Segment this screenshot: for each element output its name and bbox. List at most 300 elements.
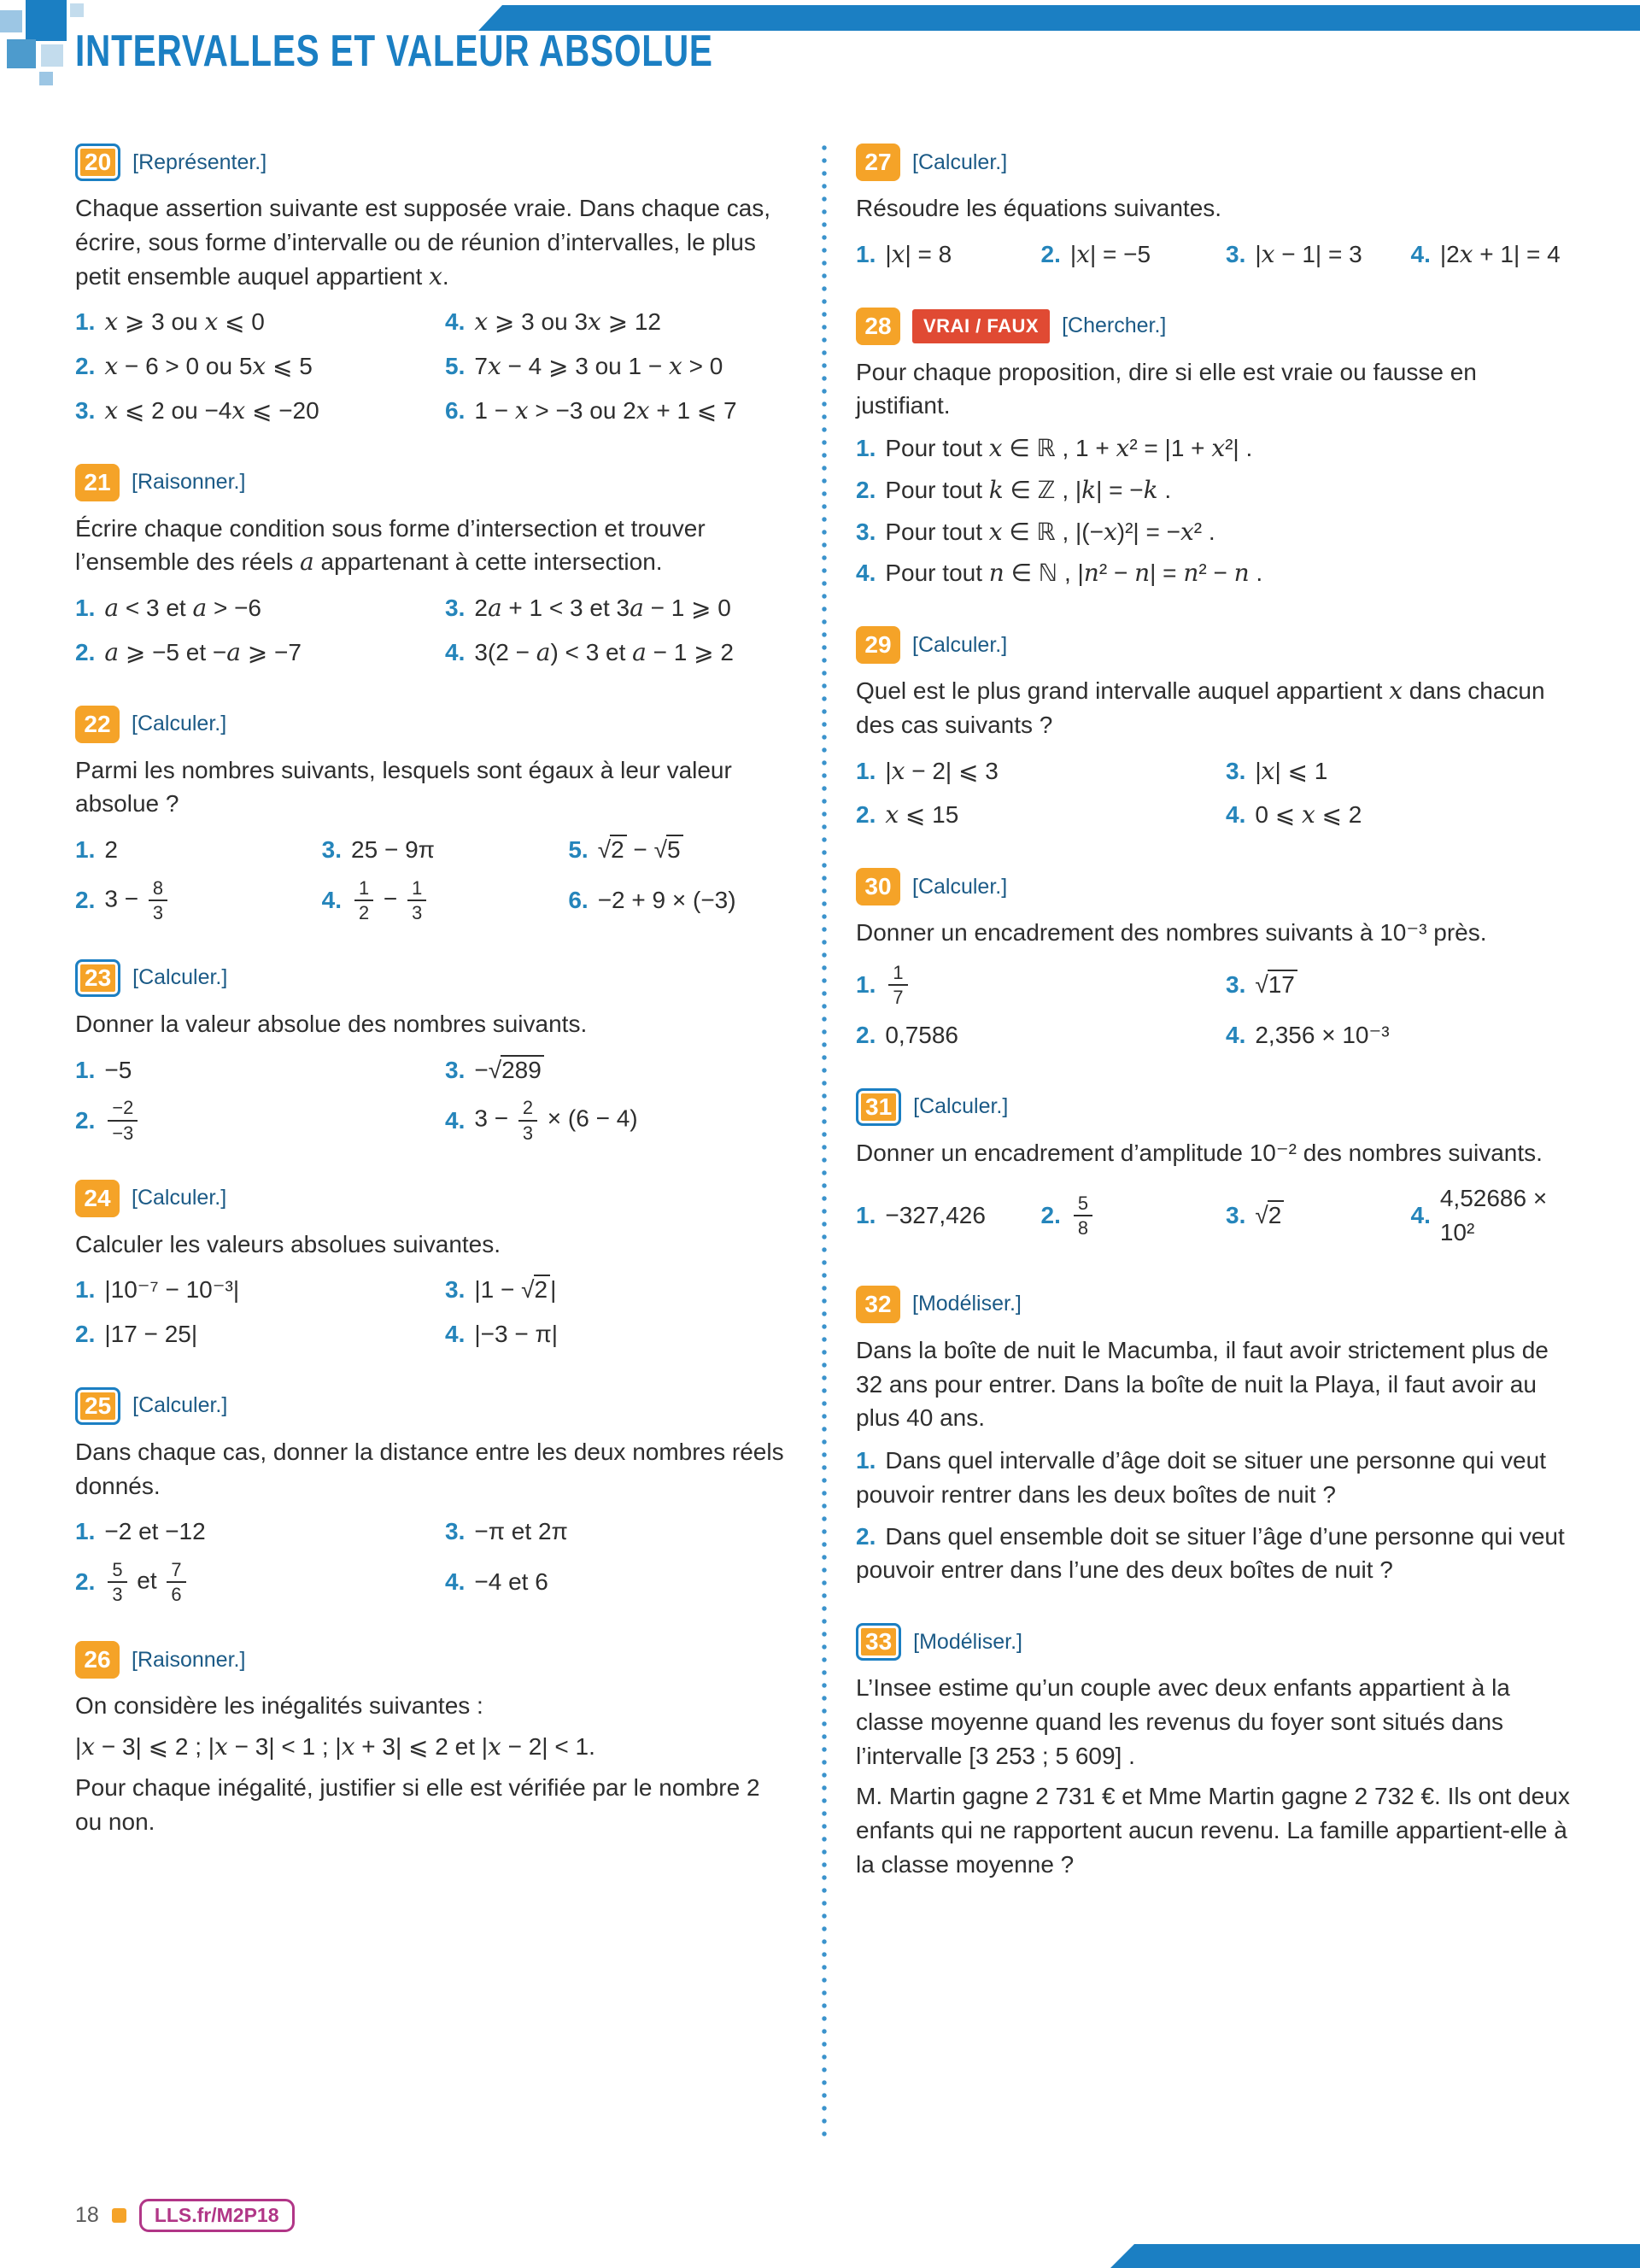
exercise-intro: Calculer les valeurs absolues suivantes. — [75, 1230, 501, 1257]
math-variable: x — [429, 261, 442, 290]
exercise-number-badge: 23 — [75, 959, 120, 997]
math-variable: x — [474, 308, 489, 337]
math-variable: x — [204, 308, 219, 337]
item-number: 5. — [568, 836, 589, 863]
exercise-item — [445, 349, 793, 384]
fraction: $\frac{8}{3}$ — [149, 877, 167, 923]
math-variable: x — [104, 308, 119, 337]
item-number: 6. — [568, 886, 589, 913]
exercise-item — [1411, 237, 1574, 272]
item-text: Pour tout n ∈ ℕ , |n² − n| = n² − n . — [885, 559, 1263, 588]
exercise-items — [75, 1515, 793, 1605]
math-variable: n — [1183, 559, 1199, 588]
math-variable: a — [630, 594, 644, 622]
exercise-item — [856, 431, 1573, 466]
exercise-intro: Dans la boîte de nuit le Macumba, il faut avoir strictement plus de 32 ans pour entrer. Dans la boîte de nuit la Playa, il faut avoir au plus 40 ans. — [856, 1336, 1549, 1432]
item-number: 1. — [75, 595, 96, 621]
math-variable: k — [988, 475, 1004, 504]
exercise-number-badge: 22 — [75, 706, 120, 743]
item-text: 2a + 1 < 3 et 3a − 1 ⩾ 0 — [474, 594, 731, 622]
item-number: 3. — [1226, 757, 1246, 784]
exercise-items — [856, 431, 1573, 590]
exercise-item — [1226, 1181, 1389, 1250]
sqrt: √2 — [1255, 1202, 1284, 1228]
item-text: |x − 1| = 3 — [1255, 239, 1362, 268]
item-number: 1. — [856, 757, 876, 784]
item-text: $\frac{1}{2}$ − $\frac{1}{3}$ — [351, 877, 430, 923]
exercise-items — [856, 1181, 1573, 1250]
exercise-paragraph: |x − 3| ⩽ 2 ; |x − 3| < 1 ; |x + 3| ⩽ 2 et |x − 2| < 1. — [75, 1732, 595, 1761]
exercise-item — [445, 1053, 793, 1087]
column-right — [856, 144, 1573, 1918]
exercise-item — [856, 1018, 1204, 1052]
vrai-faux-badge: VRAI / FAUX — [912, 309, 1050, 343]
item-number: 1. — [856, 970, 876, 998]
exercise-intro: Donner un encadrement des nombres suivants à 10⁻³ près. — [856, 919, 1487, 946]
exercise-26 — [75, 1641, 793, 1838]
exercise-header — [75, 464, 793, 501]
item-text: −327,426 — [885, 1202, 986, 1229]
exercise-item — [445, 305, 793, 339]
exercise-number-badge: 32 — [856, 1286, 900, 1323]
exercise-number-badge: 24 — [75, 1180, 120, 1217]
item-text: Dans quel intervalle d’âge doit se situer une personne qui veut pouvoir rentrer dans les deux boîtes de nuit ? — [856, 1447, 1546, 1508]
item-text: 3(2 − a) < 3 et a − 1 ⩾ 2 — [474, 637, 734, 666]
math-variable: a — [632, 637, 647, 666]
exercise-20 — [75, 144, 793, 428]
exercise-header — [856, 308, 1573, 345]
item-text — [1255, 1198, 1284, 1233]
footer-link[interactable]: LLS.fr/M2P18 — [139, 2199, 295, 2232]
item-text — [104, 1097, 141, 1143]
exercise-number-badge: 31 — [856, 1088, 901, 1126]
decoration-square — [70, 3, 84, 17]
math-variable: x — [1076, 239, 1090, 268]
math-variable: n — [1134, 559, 1151, 588]
item-text: √2 − √5 — [598, 833, 683, 867]
exercise-tag: [Calculer.] — [132, 1393, 228, 1418]
exercise-intro: Pour chaque proposition, dire si elle est vraie ou fausse en justifiant. — [856, 358, 1477, 419]
exercise-item — [75, 636, 423, 670]
item-number: 6. — [445, 396, 466, 424]
exercise-33 — [856, 1623, 1573, 1882]
item-number: 1. — [75, 1276, 96, 1304]
item-text: −5 — [104, 1056, 132, 1083]
item-number: 5. — [445, 353, 466, 379]
exercise-tag: [Calculer.] — [913, 1094, 1009, 1119]
item-text: Dans quel ensemble doit se situer l’âge d’une personne qui veut pouvoir entrer dans l’une des deux boîtes de nuit ? — [856, 1522, 1565, 1584]
exercise-24 — [75, 1180, 793, 1351]
exercise-tag: [Chercher.] — [1062, 314, 1167, 337]
item-text: 1 − x > −3 ou 2x + 1 ⩽ 7 — [474, 396, 737, 425]
item-number: 2. — [1040, 1202, 1061, 1229]
exercise-number-badge: 28 — [856, 308, 900, 345]
exercise-header — [856, 1088, 1573, 1126]
item-text: 2,356 × 10⁻³ — [1255, 1021, 1390, 1048]
item-text: |x − 2| ⩽ 3 — [885, 756, 999, 785]
item-number: 2. — [856, 1522, 876, 1550]
exercise-item — [1226, 754, 1573, 788]
item-text: −π et 2π — [474, 1518, 568, 1545]
sqrt: √17 — [1255, 971, 1297, 998]
math-variable: x — [891, 239, 905, 268]
item-number: 3. — [445, 1518, 466, 1545]
exercise-item — [445, 1515, 793, 1549]
exercise-header — [75, 1180, 793, 1217]
exercise-item — [75, 1053, 423, 1087]
exercise-intro: Parmi les nombres suivants, lesquels sont égaux à leur valeur absolue ? — [75, 756, 732, 818]
exercise-item — [856, 237, 1019, 272]
decoration-square — [39, 72, 53, 85]
exercise-25 — [75, 1387, 793, 1605]
exercise-item — [1041, 1181, 1204, 1250]
sqrt: √5 — [654, 836, 683, 863]
item-number: 3. — [321, 836, 343, 863]
item-text: 2 — [104, 836, 118, 863]
exercise-intro: Résoudre les équations suivantes. — [856, 195, 1222, 221]
fraction: $\frac{2}{3}$ — [518, 1097, 537, 1143]
exercise-item — [856, 798, 1204, 832]
item-number: 4. — [445, 1321, 466, 1348]
math-variable: x — [252, 352, 266, 380]
item-number: 2. — [75, 886, 96, 913]
exercise-item — [856, 962, 1204, 1008]
exercise-item — [445, 1273, 793, 1307]
math-variable: n — [988, 559, 1004, 588]
exercise-items — [75, 1053, 793, 1144]
math-variable: x — [214, 1732, 228, 1761]
item-number: 4. — [1410, 1202, 1431, 1229]
math-variable: x — [1389, 677, 1403, 705]
item-number: 3. — [445, 1056, 466, 1083]
item-number: 1. — [856, 1202, 876, 1229]
math-variable: n — [1233, 559, 1250, 588]
math-variable: x — [1459, 239, 1473, 268]
exercise-23 — [75, 959, 793, 1144]
math-variable: a — [226, 637, 241, 666]
exercise-21 — [75, 464, 793, 670]
fraction: $\frac{5}{3}$ — [108, 1559, 126, 1605]
exercise-tag: [Modéliser.] — [913, 1629, 1022, 1654]
exercise-32 — [856, 1286, 1573, 1587]
exercise-item — [75, 591, 423, 625]
exercise-tag: [Calculer.] — [912, 632, 1008, 657]
exercise-item — [75, 1097, 423, 1143]
exercise-intro: Donner la valeur absolue des nombres suivants. — [75, 1010, 588, 1037]
exercise-number-badge: 26 — [75, 1641, 120, 1679]
item-text: |17 − 25| — [104, 1321, 198, 1348]
exercise-number-badge: 25 — [75, 1387, 120, 1425]
exercise-item — [75, 305, 423, 339]
exercise-paragraph: M. Martin gagne 2 731 € et Mme Martin gagne 2 732 €. Ils ont deux enfants qui ne rapportent aucun revenu. La famille appartient-elle à la classe moyenne ? — [856, 1783, 1570, 1878]
math-variable: k — [1081, 475, 1097, 504]
exercise-item — [1226, 237, 1389, 272]
decoration-square — [7, 39, 36, 68]
math-variable: x — [341, 1732, 355, 1761]
exercise-item — [856, 754, 1204, 788]
math-variable: x — [488, 1732, 501, 1761]
item-number: 2. — [856, 1021, 876, 1048]
exercise-number-badge: 29 — [856, 626, 900, 664]
exercise-tag: [Modéliser.] — [912, 1292, 1022, 1316]
item-text: |1 − √2 | — [474, 1276, 557, 1304]
item-number: 3. — [1226, 1202, 1246, 1229]
column-left — [75, 144, 793, 1874]
exercise-item — [75, 394, 423, 428]
item-number: 1. — [856, 1447, 876, 1474]
item-text: 0,7586 — [885, 1021, 958, 1048]
exercise-item — [1411, 1181, 1574, 1250]
exercise-intro: Quel est le plus grand intervalle auquel appartient x dans chacun des cas suivants ? — [856, 677, 1545, 738]
math-variable: k — [1143, 475, 1158, 504]
math-variable: a — [487, 594, 502, 622]
item-text: $\frac{5}{3}$ et $\frac{7}{6}$ — [104, 1559, 189, 1605]
math-variable: x — [636, 396, 650, 425]
decoration-square — [26, 0, 67, 41]
decoration-square — [41, 44, 63, 67]
exercise-intro: On considère les inégalités suivantes : — [75, 1692, 483, 1720]
item-text: x ⩾ 3 ou 3x ⩾ 12 — [474, 308, 661, 337]
item-number: 4. — [1410, 240, 1431, 267]
item-text: |2x + 1| = 4 — [1439, 239, 1561, 268]
item-number: 4. — [445, 1106, 466, 1134]
exercise-item — [1226, 798, 1573, 832]
exercise-item — [856, 1181, 1019, 1250]
item-text: 3 − $\frac{2}{3}$ × (6 − 4) — [474, 1097, 638, 1144]
exercise-intro: Chaque assertion suivante est supposée vraie. Dans chaque cas, écrire, sous forme d’intervalle ou de réunion d’intervalles, le plus petit ensemble auquel appartient x. — [75, 195, 771, 290]
item-number: 3. — [445, 595, 466, 621]
exercise-tag: [Calculer.] — [132, 965, 228, 990]
page-title — [75, 26, 893, 77]
item-number: 2. — [75, 1106, 96, 1134]
exercise-item — [568, 877, 793, 923]
page-footer — [75, 2199, 295, 2232]
math-variable: x — [1103, 517, 1117, 546]
fraction: $\frac{1}{3}$ — [407, 877, 426, 923]
exercise-31 — [856, 1088, 1573, 1250]
item-text: x − 6 > 0 ou 5x ⩽ 5 — [104, 352, 313, 380]
exercise-paragraph: Pour chaque inégalité, justifier si elle est vérifiée par le nombre 2 ou non. — [75, 1773, 760, 1835]
exercise-number-badge: 20 — [75, 144, 120, 181]
exercise-items — [856, 754, 1573, 833]
exercise-item — [445, 1559, 793, 1605]
bottom-band-decoration — [1110, 2244, 1640, 2268]
exercise-item — [568, 833, 793, 867]
exercise-item — [75, 349, 423, 384]
item-number: 4. — [445, 1568, 466, 1596]
exercise-intro: Donner un encadrement d’amplitude 10⁻² des nombres suivants. — [856, 1139, 1543, 1166]
exercise-item — [856, 473, 1573, 507]
item-text: x ⩾ 3 ou x ⩽ 0 — [104, 308, 265, 337]
item-text: 3 − $\frac{8}{3}$ — [104, 877, 171, 923]
item-number: 3. — [75, 396, 96, 424]
item-number: 4. — [856, 560, 876, 587]
item-text: |x| ⩽ 1 — [1255, 756, 1328, 785]
exercise-item — [1226, 1018, 1573, 1052]
item-number: 4. — [1226, 1021, 1246, 1048]
exercise-item — [856, 1444, 1573, 1512]
item-text: −2 et −12 — [104, 1518, 206, 1545]
exercise-number-badge: 30 — [856, 868, 900, 905]
math-variable: x — [514, 396, 529, 425]
item-text: Pour tout x ∈ ℝ , |(−x)²| = −x² . — [885, 517, 1215, 546]
math-variable: a — [104, 594, 120, 622]
exercise-header — [856, 1286, 1573, 1323]
column-divider-dotted — [822, 144, 827, 2142]
item-number: 4. — [321, 886, 343, 913]
math-variable: x — [988, 434, 1003, 462]
exercise-item — [322, 877, 547, 923]
math-variable: x — [487, 352, 501, 380]
item-text: |x| = −5 — [1069, 239, 1151, 268]
exercise-header — [75, 144, 793, 181]
exercise-items — [75, 591, 793, 670]
math-variable: a — [192, 594, 208, 622]
item-text — [885, 962, 911, 1008]
item-number: 1. — [75, 1056, 96, 1083]
math-variable: n — [1083, 559, 1099, 588]
exercise-30 — [856, 868, 1573, 1052]
exercise-intro: Dans chaque cas, donner la distance entre les deux nombres réels donnés. — [75, 1438, 784, 1499]
item-text: 7x − 4 ⩾ 3 ou 1 − x > 0 — [474, 352, 723, 380]
fraction: $\frac{5}{8}$ — [1074, 1193, 1092, 1239]
exercise-header — [856, 868, 1573, 905]
item-number: 2. — [75, 353, 96, 379]
item-text: 25 − 9π — [351, 836, 435, 863]
exercise-items — [856, 962, 1573, 1052]
math-variable: a — [104, 637, 120, 666]
exercise-number-badge: 27 — [856, 144, 900, 181]
exercise-item — [75, 1273, 423, 1307]
item-text — [1070, 1193, 1096, 1239]
exercise-item — [75, 833, 300, 867]
math-variable: a — [536, 637, 551, 666]
exercise-29 — [856, 626, 1573, 832]
exercise-header — [75, 1641, 793, 1679]
sqrt: √2 — [598, 836, 627, 863]
fraction: $\frac{1}{7}$ — [888, 962, 907, 1008]
exercise-tag: [Raisonner.] — [132, 470, 246, 494]
exercise-tag: [Calculer.] — [132, 712, 227, 735]
content-columns — [75, 144, 1573, 2142]
exercise-item — [322, 833, 547, 867]
item-text: a < 3 et a > −6 — [104, 594, 262, 622]
item-number: 3. — [445, 1276, 466, 1304]
item-text: 4,52686 × 10² — [1439, 1185, 1548, 1246]
exercise-items — [75, 1273, 793, 1351]
item-number: 2. — [856, 476, 876, 503]
exercise-number-badge: 33 — [856, 1623, 901, 1661]
item-text: −2 + 9 × (−3) — [597, 886, 736, 913]
math-variable: x — [891, 756, 905, 785]
math-variable: x — [988, 517, 1003, 546]
math-variable: x — [1211, 434, 1226, 462]
exercise-tag: [Calculer.] — [912, 149, 1008, 174]
exercise-item — [445, 1317, 793, 1351]
math-variable: x — [1180, 517, 1194, 546]
fraction: $\frac{-2}{-3}$ — [108, 1097, 138, 1143]
exercise-item — [856, 1520, 1573, 1588]
item-text: a ⩾ −5 et −a ⩾ −7 — [104, 637, 302, 666]
math-variable: x — [1261, 756, 1275, 785]
exercise-item — [75, 1317, 423, 1351]
exercise-items — [856, 1444, 1573, 1587]
exercise-header — [75, 959, 793, 997]
page-number: 18 — [75, 2203, 99, 2227]
math-variable: x — [1261, 239, 1275, 268]
fraction: $\frac{7}{6}$ — [167, 1559, 185, 1605]
item-text: x ⩽ 2 ou −4x ⩽ −20 — [104, 396, 319, 425]
exercise-item — [75, 877, 300, 923]
item-number: 1. — [856, 240, 876, 267]
item-number: 1. — [75, 836, 96, 863]
fraction: $\frac{1}{2}$ — [354, 877, 373, 923]
exercise-item — [445, 1097, 793, 1143]
exercise-item — [1041, 237, 1204, 272]
decoration-square — [0, 10, 22, 32]
item-text: |10⁻⁷ − 10⁻³| — [104, 1276, 240, 1304]
item-number: 2. — [75, 1568, 96, 1596]
math-variable: x — [1301, 800, 1315, 829]
exercise-item — [75, 1559, 423, 1605]
exercise-item — [445, 591, 793, 625]
math-variable: x — [104, 352, 119, 380]
exercise-tag: [Calculer.] — [912, 874, 1008, 899]
exercise-item — [856, 556, 1573, 590]
exercise-item — [445, 636, 793, 670]
exercise-items — [856, 237, 1573, 272]
item-number: 2. — [1040, 240, 1061, 267]
page-title-text: INTERVALLES ET VALEUR ABSOLUE — [75, 26, 713, 76]
item-number: 2. — [856, 801, 876, 829]
exercise-items — [75, 305, 793, 427]
item-text: |x| = 8 — [885, 239, 952, 268]
item-number: 1. — [75, 1518, 96, 1545]
item-text: Pour tout k ∈ ℤ , |k| = −k . — [885, 475, 1172, 504]
exercise-number-badge: 21 — [75, 464, 120, 501]
math-variable: x — [81, 1732, 96, 1761]
item-text: Pour tout x ∈ ℝ , 1 + x² = |1 + x²| . — [885, 434, 1253, 462]
math-variable: x — [588, 308, 601, 337]
exercise-header — [75, 1387, 793, 1425]
sqrt: √289 — [489, 1057, 544, 1083]
item-number: 4. — [445, 308, 466, 336]
exercise-27 — [856, 144, 1573, 272]
item-number: 1. — [856, 435, 876, 461]
exercise-header — [856, 144, 1573, 181]
math-variable: x — [669, 352, 682, 380]
math-variable: x — [231, 396, 246, 425]
item-text: x ⩽ 15 — [885, 800, 959, 829]
item-number: 4. — [445, 638, 466, 665]
exercise-intro: Écrire chaque condition sous forme d’intersection et trouver l’ensemble des réels a appartenant à cette intersection. — [75, 514, 706, 577]
item-text — [1255, 968, 1297, 1002]
math-variable: x — [885, 800, 899, 829]
exercise-header — [856, 1623, 1573, 1661]
exercise-tag: [Calculer.] — [132, 1186, 227, 1210]
item-text: −√289 — [474, 1053, 543, 1087]
item-number: 3. — [1226, 240, 1246, 267]
sqrt: √2 — [521, 1276, 550, 1303]
exercise-item — [445, 394, 793, 428]
math-variable: a — [300, 548, 314, 577]
item-text: |−3 − π| — [474, 1321, 559, 1348]
item-number: 4. — [1226, 801, 1246, 829]
item-text: −4 et 6 — [474, 1568, 548, 1596]
exercise-tag: [Représenter.] — [132, 149, 267, 174]
exercise-item — [856, 515, 1573, 549]
item-number: 2. — [75, 638, 96, 665]
